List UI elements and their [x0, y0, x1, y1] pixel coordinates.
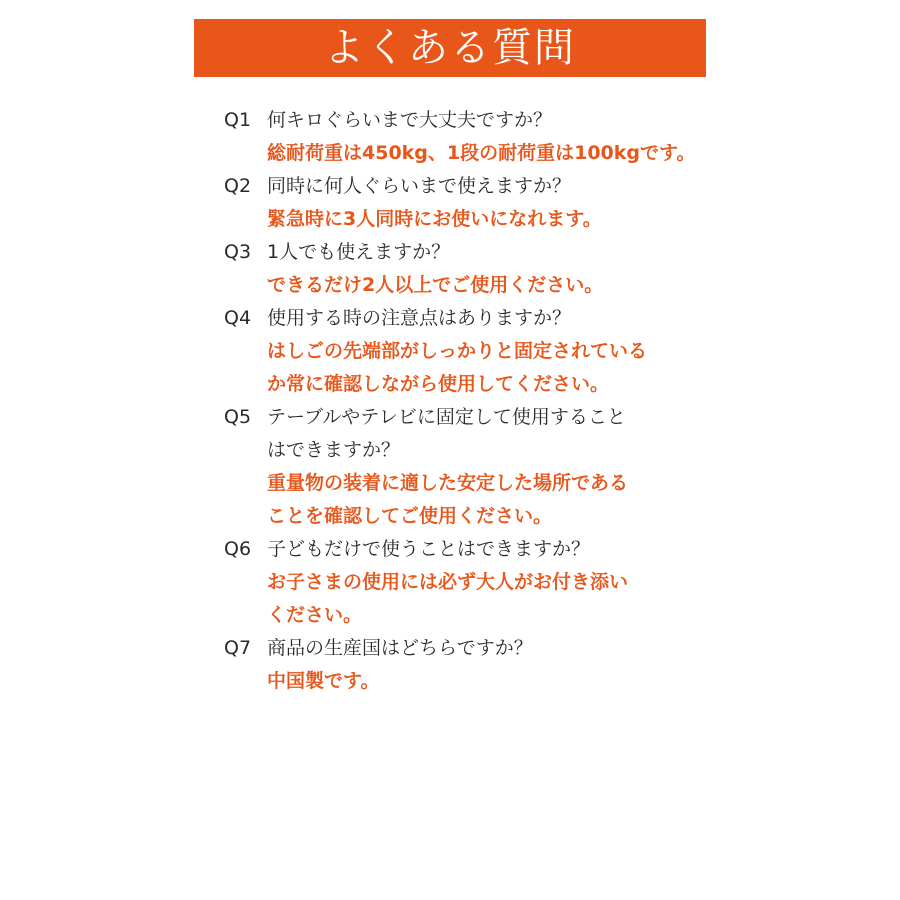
question-number: Q2 — [224, 175, 252, 197]
question-text: 同時に何人ぐらいまで使えますか？ — [267, 175, 572, 197]
question-text: 商品の生産国はどちらですか？ — [267, 637, 533, 659]
question-text-continued: はできますか？ — [267, 439, 401, 461]
faq-item-q2 — [224, 170, 824, 236]
answer-text: できるだけ2人以上でご使用ください。 — [267, 274, 604, 296]
answer-text: 緊急時に3人同時にお使いになれます。 — [267, 208, 602, 230]
question-text: テーブルやテレビに固定して使用すること — [267, 406, 626, 428]
question-text: 使用する時の注意点はありますか？ — [267, 307, 572, 329]
question-number: Q5 — [224, 406, 252, 428]
answer-text: はしごの先端部がしっかりと固定されている — [267, 340, 648, 362]
answer-text: 総耐荷重は450kg、1段の耐荷重は100kgです。 — [267, 142, 696, 164]
faq-item-q5 — [224, 401, 824, 533]
question-line — [224, 170, 824, 203]
answer-text-continued: ことを確認してご使用ください。 — [267, 505, 553, 527]
answer-text: 重量物の装着に適した安定した場所である — [267, 472, 629, 494]
answer-text: お子さまの使用には必ず大人がお付き添い — [267, 571, 629, 593]
question-line — [224, 236, 824, 269]
faq-item-q7 — [224, 632, 824, 698]
question-line — [224, 104, 824, 137]
faq-list — [224, 104, 824, 698]
question-number: Q4 — [224, 307, 252, 329]
question-number: Q6 — [224, 538, 252, 560]
faq-title-banner — [194, 19, 706, 77]
question-number: Q7 — [224, 637, 252, 659]
answer-text-continued: か常に確認しながら使用してください。 — [267, 373, 610, 395]
question-number: Q1 — [224, 109, 252, 131]
question-line — [224, 632, 824, 665]
question-line — [224, 533, 824, 566]
question-line — [224, 302, 824, 335]
question-text: 何キロぐらいまで大丈夫ですか？ — [267, 109, 553, 131]
faq-item-q4 — [224, 302, 824, 401]
answer-text: 中国製です。 — [267, 670, 380, 692]
faq-item-q6 — [224, 533, 824, 632]
question-text: 子どもだけで使うことはできますか？ — [267, 538, 591, 560]
faq-item-q1 — [224, 104, 824, 170]
question-text: 1人でも使えますか？ — [267, 241, 451, 263]
question-line — [224, 401, 824, 434]
question-number: Q3 — [224, 241, 252, 263]
answer-text-continued: ください。 — [267, 604, 363, 626]
faq-item-q3 — [224, 236, 824, 302]
page-title: よくある質問 — [324, 25, 576, 71]
